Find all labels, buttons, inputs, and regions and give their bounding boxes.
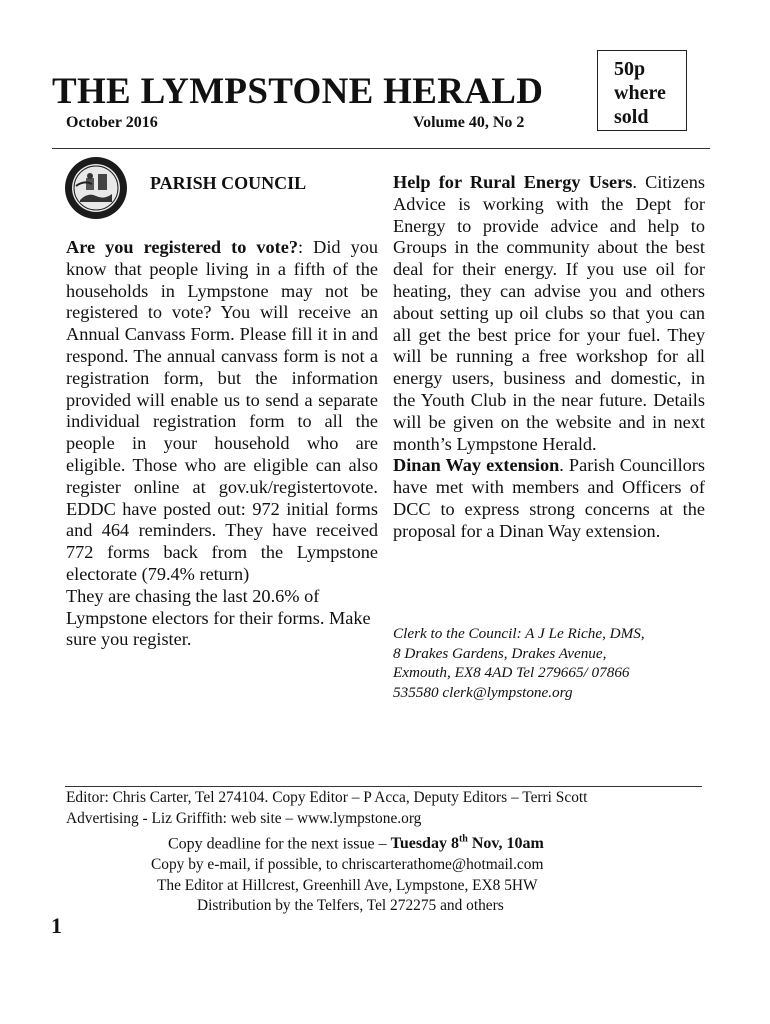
vote-article-title: Are you registered to vote? — [66, 237, 299, 257]
energy-article-title: Help for Rural Energy Users — [393, 172, 633, 192]
clerk-line-2: 8 Drakes Gardens, Drakes Avenue, — [393, 644, 607, 662]
footer-divider — [65, 786, 702, 787]
footer-deadline — [0, 830, 770, 855]
footer-email: Copy by e-mail, if possible, to chriscarterathome@hotmail.com — [151, 855, 544, 873]
energy-article — [393, 172, 705, 455]
vote-article — [66, 237, 378, 586]
dinan-article-title: Dinan Way extension — [393, 455, 560, 476]
dinan-article — [393, 455, 705, 542]
footer-editors: Editor: Chris Carter, Tel 274104. Copy Editor – P Acca, Deputy Editors – Terri Scott — [66, 789, 588, 806]
page-number: 1 — [51, 913, 62, 938]
deadline-sup: th — [458, 833, 468, 845]
section-heading: PARISH COUNCIL — [150, 173, 307, 193]
clerk-line-3: Exmouth, EX8 4AD Tel 279665/ 07866 — [393, 664, 630, 681]
price-sold: sold — [614, 106, 649, 128]
footer-address: The Editor at Hillcrest, Greenhill Ave, Lympstone, EX8 5HW — [157, 876, 538, 894]
issue-date: October 2016 — [66, 114, 158, 131]
footer — [0, 788, 770, 917]
dinan-article-body: . Parish Councillors have met with members and Officers of DCC to express strong concerns at the proposal for a Dinan Way extension. — [393, 455, 705, 541]
clerk-line-1: Clerk to the Council: A J Le Riche, DMS, — [393, 625, 645, 642]
left-column — [66, 237, 378, 651]
parish-council-seal-icon — [64, 156, 128, 220]
energy-article-body: . Citizens Advice is working with the Dept for Energy to provide advice and help to Groups in the community about the best deal for their energy. If you use oil for heating, they can advise you and others about setting up oil clubs so that you can all get the best price for your fuel. They will be running a free workshop for all energy users, business and domestic, in the Youth Club in the near future. Details will be given on the website and in next month’s Lympstone Herald. — [393, 172, 705, 454]
issue-volume: Volume 40, No 2 — [413, 114, 525, 131]
newspaper-title: THE LYMPSTONE HERALD — [52, 71, 544, 112]
right-column — [393, 172, 705, 543]
clerk-line-4: 535580 clerk@lympstone.org — [393, 683, 573, 701]
deadline-day: Tuesday 8 — [390, 834, 459, 852]
footer-distribution: Distribution by the Telfers, Tel 272275 and others — [197, 897, 504, 915]
price-amount: 50p — [614, 58, 646, 80]
vote-article-closing: They are chasing the last 20.6% of Lympstone electors for their forms. Make sure you register. — [66, 585, 371, 650]
vote-article-body: : Did you know that people living in a fifth of the households in Lympstone may not be registered to vote? You will receive an Annual Canvass Form. Please fill it in and respond. The annual canvass form is not a registration form, but the information provided will enable us to send a separate individual registration form to all the people in your household who are eligible. Those who are eligible can also register online at gov.uk/registertovote. EDDC have posted out: 972 initial forms and 464 reminders. They have received 772 forms back from the Lympstone electorate (79.4% return) — [66, 237, 378, 584]
price-box — [597, 50, 687, 131]
deadline-rest: Nov, 10am — [467, 834, 544, 852]
price-where: where — [614, 82, 666, 104]
clerk-contact — [393, 624, 713, 702]
footer-advertising: Advertising - Liz Griffith: web site – www.lympstone.org — [66, 809, 422, 827]
deadline-prefix: Copy deadline for the next issue – — [168, 834, 391, 852]
masthead-divider — [52, 148, 710, 149]
